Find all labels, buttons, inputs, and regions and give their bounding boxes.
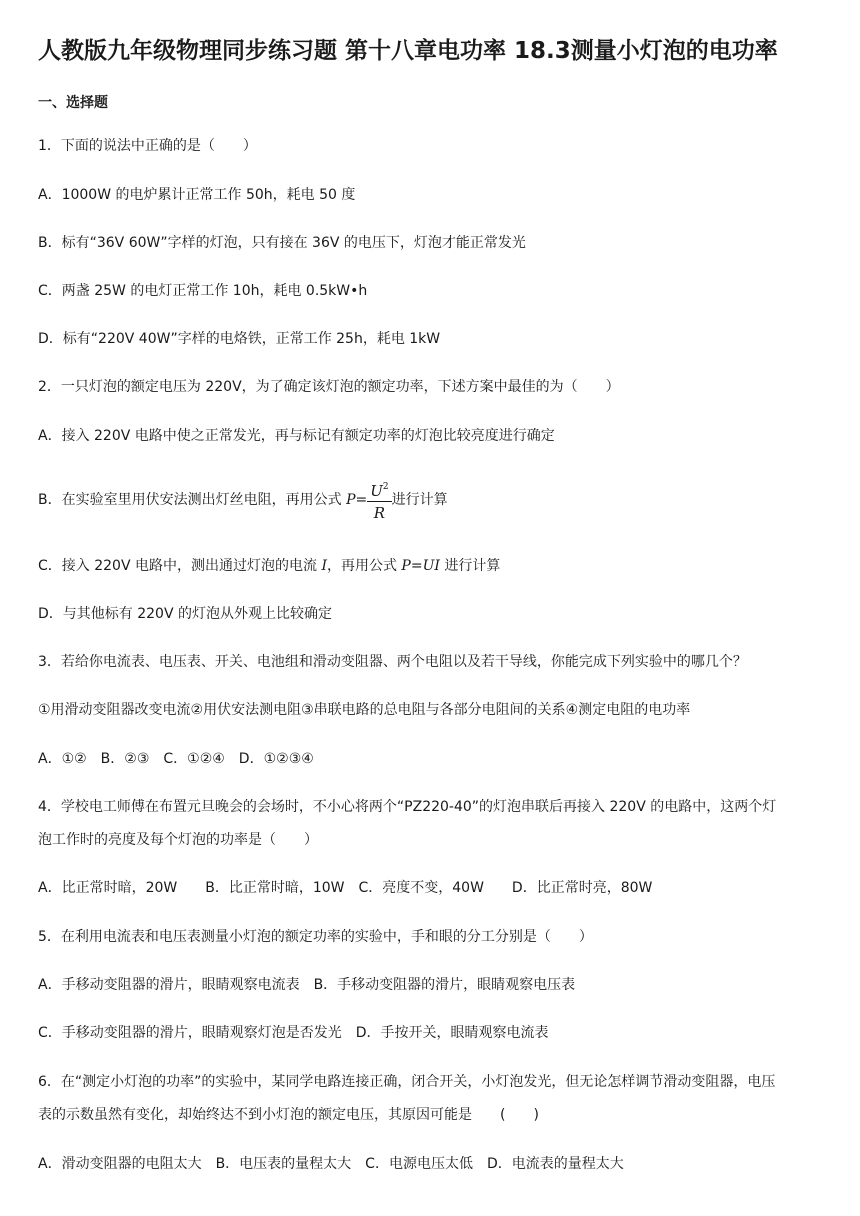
question-2-option-c-tail: 进行计算 — [439, 558, 501, 574]
question-2-option-b-tail: 进行计算 — [391, 492, 448, 508]
question-1-option-b: B．标有“36V 60W”字样的灯泡，只有接在 36V 的电压下，灯泡才能正常发光 — [38, 235, 526, 251]
question-2-option-b — [38, 478, 828, 522]
question-4-options: A．比正常时暗，20W B．比正常时暗，10W C．亮度不变，40W D．比正常时亮，80W — [38, 880, 653, 896]
question-1-option-a: A．1000W 的电炉累计正常工作 50h，耗电 50 度 — [38, 187, 356, 203]
question-3-options: A．①② B．②③ C．①②④ D．①②③④ — [38, 751, 314, 767]
formula-exponent: 2 — [382, 482, 389, 492]
formula-denominator: R — [373, 504, 386, 522]
formula-equals: = — [355, 492, 368, 508]
question-4-stem-line-2: 泡工作时的亮度及每个灯泡的功率是（ ） — [38, 832, 318, 848]
question-5-options-cd: C．手移动变阻器的滑片，眼睛观察灯泡是否发光 D．手按开关，眼睛观察电流表 — [38, 1025, 549, 1041]
formula-numerator: $U^2$ — [367, 478, 391, 502]
question-5-stem: 5．在利用电流表和电压表测量小灯泡的额定功率的实验中，手和眼的分工分别是（ ） — [38, 929, 593, 945]
question-2-option-a: A．接入 220V 电路中使之正常发光，再与标记有额定功率的灯泡比较亮度进行确定 — [38, 428, 555, 444]
question-4-stem-line-1: 4．学校电工师傅在布置元旦晚会的会场时，不小心将两个“PZ220-40”的灯泡串联后再接入 220V 的电路中，这两个灯 — [38, 799, 777, 815]
question-2-option-c — [38, 556, 828, 576]
formula-fraction — [367, 478, 391, 522]
question-2-option-b-text: B．在实验室里用伏安法测出灯丝电阻，再用公式 — [38, 492, 347, 508]
question-3-stem: 3．若给你电流表、电压表、开关、电池组和滑动变阻器、两个电阻以及若干导线，你能完成下列实验中的哪几个？ — [38, 654, 747, 670]
question-6-options: A．滑动变阻器的电阻太大 B．电压表的量程太大 C．电源电压太低 D．电流表的量程太大 — [38, 1156, 624, 1172]
formula-pui: P=UI — [401, 558, 440, 574]
question-2-option-c-text: C．接入 220V 电路中，测出通过灯泡的电流 — [38, 558, 322, 574]
question-2-option-c-mid: ，再用公式 — [326, 558, 402, 574]
page-title: 人教版九年级物理同步练习题 第十八章电功率 18.3测量小灯泡的电功率 — [38, 38, 778, 64]
question-6-stem-line-1: 6．在“测定小灯泡的功率”的实验中，某同学电路连接正确，闭合开关，小灯泡发光，但无论怎样调节滑动变阻器，电压 — [38, 1074, 776, 1090]
question-6-stem-line-2: 表的示数虽然有变化，却始终达不到小灯泡的额定电压，其原因可能是 ( ) — [38, 1107, 539, 1123]
question-1-option-c: C．两盏 25W 的电灯正常工作 10h，耗电 0.5kW•h — [38, 283, 368, 299]
formula-current-i: I — [321, 558, 327, 574]
question-5-options-ab: A．手移动变阻器的滑片，眼睛观察电流表 B．手移动变阻器的滑片，眼睛观察电压表 — [38, 977, 576, 993]
section-heading: 一、选择题 — [38, 95, 108, 111]
question-1-option-d: D．标有“220V 40W”字样的电烙铁，正常工作 25h，耗电 1kW — [38, 331, 441, 347]
question-3-items: ①用滑动变阻器改变电流②用伏安法测电阻③串联电路的总电阻与各部分电阻间的关系④测定电阻的电功率 — [38, 702, 691, 718]
question-2-option-d: D．与其他标有 220V 的灯泡从外观上比较确定 — [38, 606, 332, 622]
question-1-stem: 1．下面的说法中正确的是（ ） — [38, 138, 257, 154]
question-2-stem: 2．一只灯泡的额定电压为 220V，为了确定该灯泡的额定功率，下述方案中最佳的为（ ） — [38, 379, 620, 395]
formula-p: P — [346, 492, 356, 508]
